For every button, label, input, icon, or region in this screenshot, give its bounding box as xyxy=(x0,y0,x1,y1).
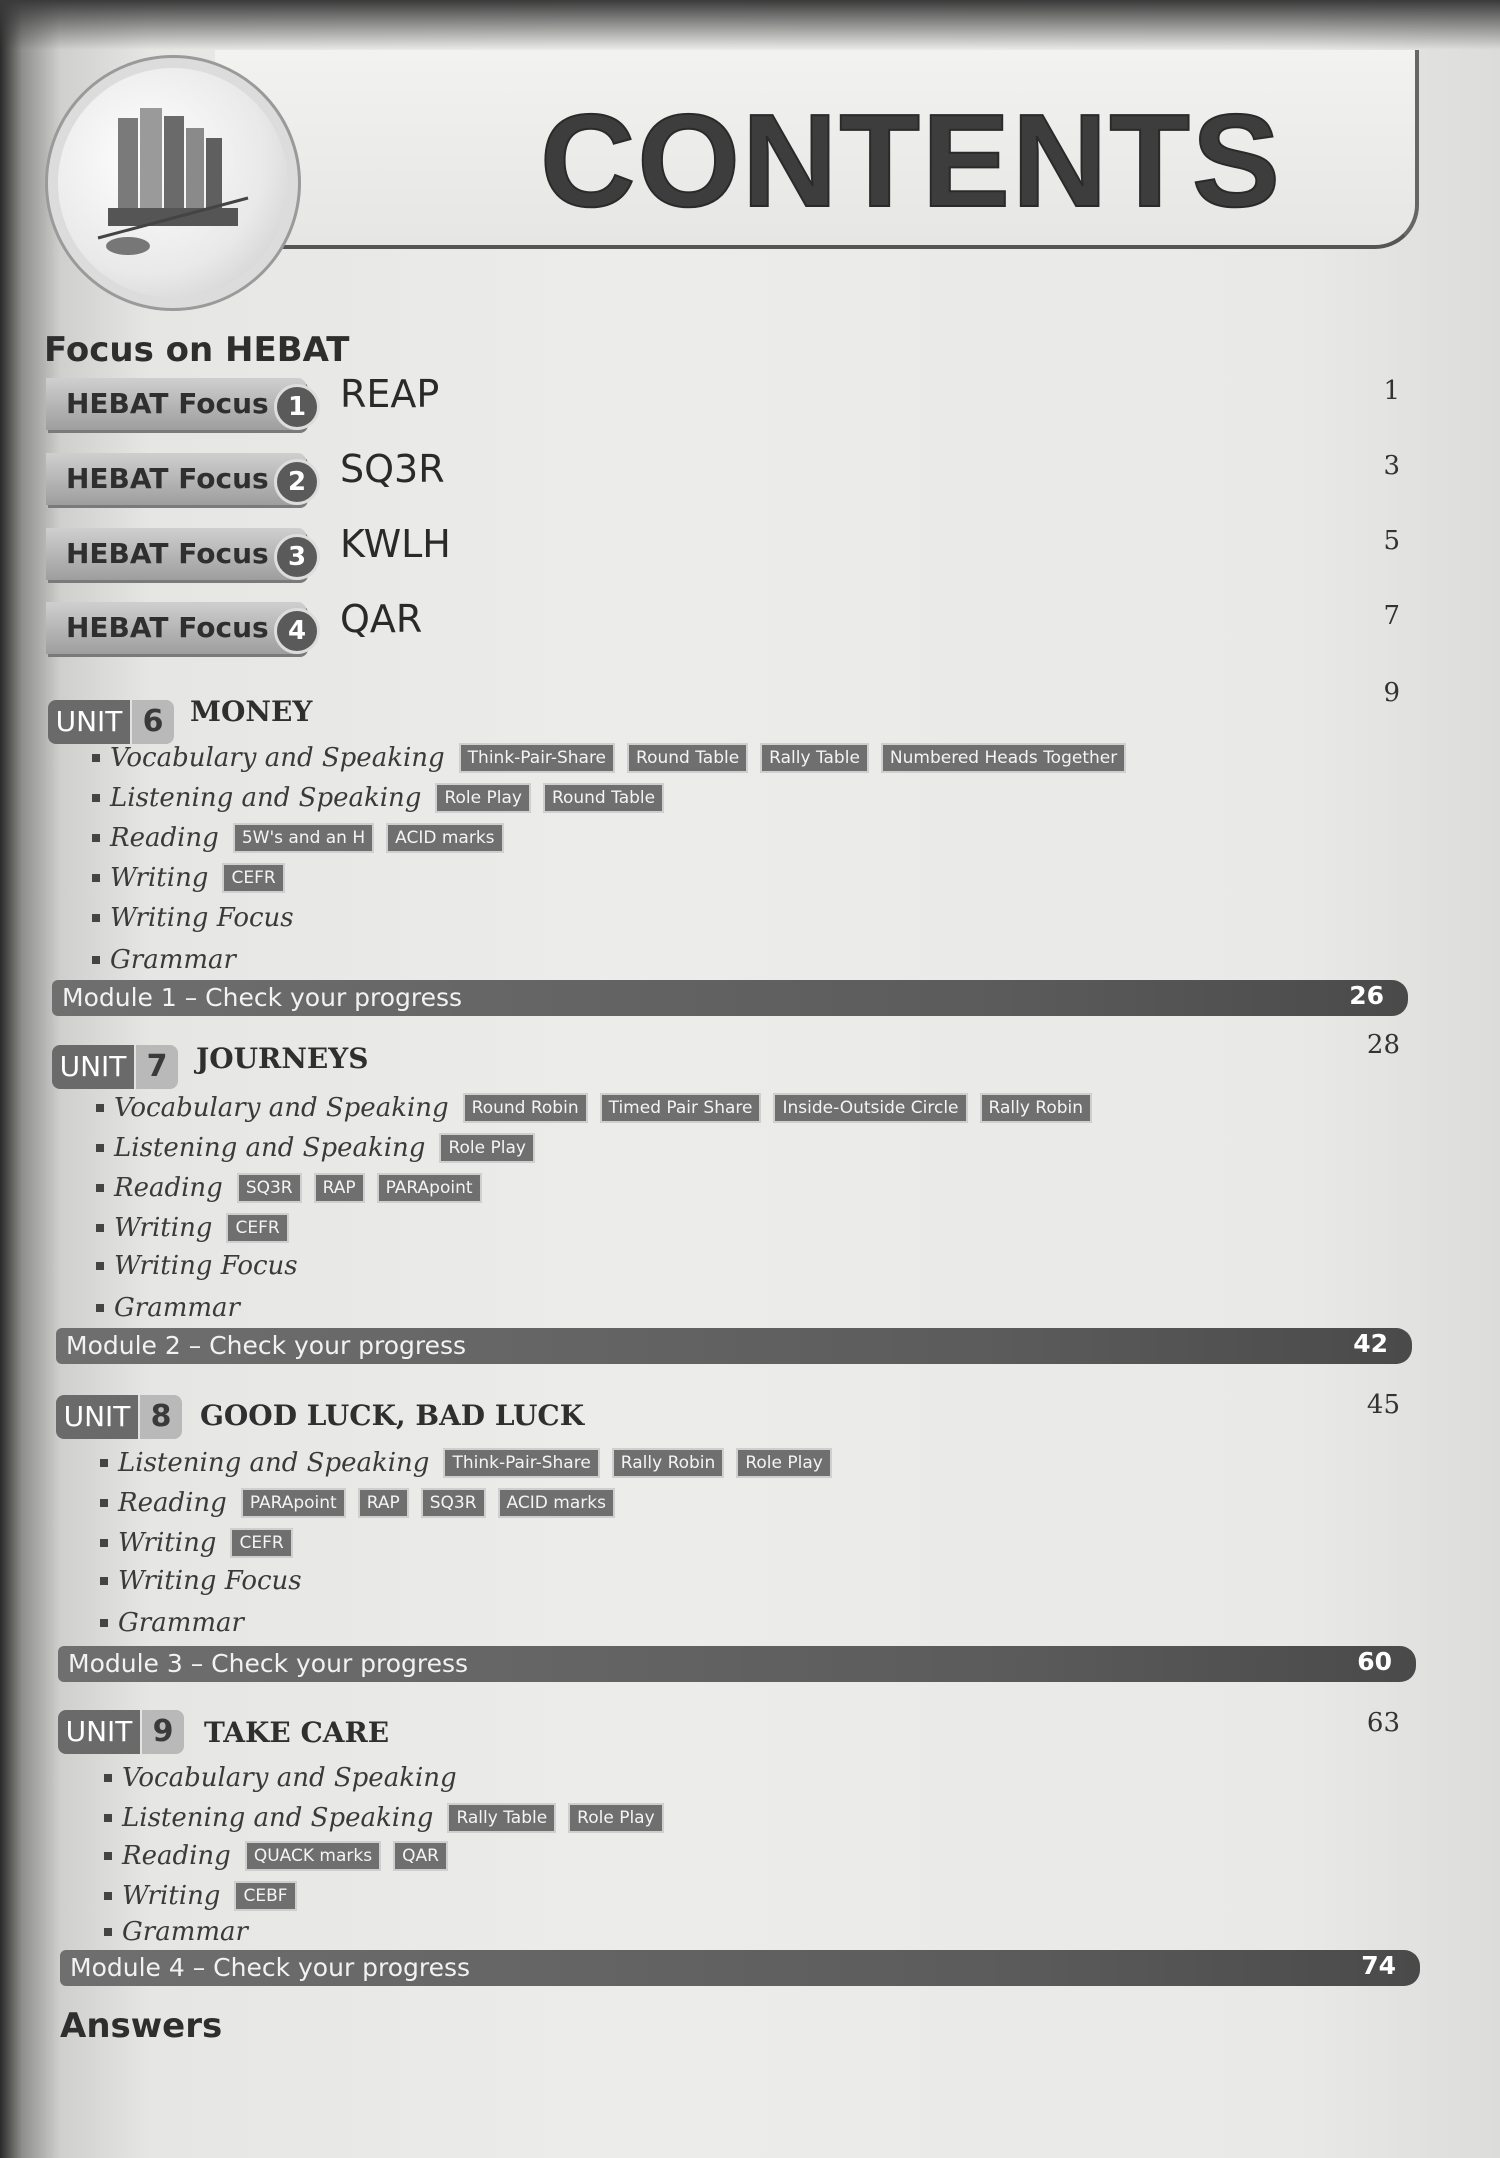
focus-number-badge: 3 xyxy=(274,534,320,580)
module-bar-1 xyxy=(52,980,1408,1016)
page-number: 7 xyxy=(1383,601,1400,631)
bullet xyxy=(96,1304,104,1312)
unit-row xyxy=(104,1914,262,1950)
module-bar-4 xyxy=(60,1950,1420,1986)
row-label: Listening and Speaking xyxy=(110,783,422,813)
unit-row xyxy=(96,1130,547,1166)
strategy-tag: RAP xyxy=(358,1488,409,1518)
page-number: 5 xyxy=(1383,526,1400,556)
unit-badge-6 xyxy=(48,700,176,744)
unit-title: TAKE CARE xyxy=(204,1716,390,1749)
focus-number-badge: 4 xyxy=(274,608,320,654)
strategy-tag: SQ3R xyxy=(421,1488,486,1518)
page-number: 3 xyxy=(1383,451,1400,481)
bullet xyxy=(96,1104,104,1112)
row-label: Reading xyxy=(122,1841,231,1871)
focus-number-badge: 2 xyxy=(274,459,320,505)
row-label: Listening and Speaking xyxy=(114,1133,426,1163)
module-label: Module 1 – Check your progress xyxy=(62,983,463,1012)
row-label: Writing xyxy=(110,863,209,893)
unit-row xyxy=(92,860,297,896)
unit-badge-9 xyxy=(58,1710,186,1754)
module-page-number: 42 xyxy=(1353,1329,1388,1358)
strategy-tag: Think-Pair-Share xyxy=(443,1448,599,1478)
strategy-tag: Role Play xyxy=(439,1133,535,1163)
unit-row xyxy=(100,1525,305,1561)
strategy-tag: CEBF xyxy=(234,1881,296,1911)
unit-row xyxy=(100,1605,258,1641)
row-label: Reading xyxy=(118,1488,227,1518)
strategy-tag: Rally Robin xyxy=(980,1093,1093,1123)
strategy-tag: Numbered Heads Together xyxy=(881,743,1126,773)
bullet xyxy=(104,1892,112,1900)
row-label: Writing Focus xyxy=(118,1566,302,1596)
page-number: 45 xyxy=(1366,1390,1400,1420)
bullet xyxy=(92,874,100,882)
unit-label: UNIT xyxy=(48,700,130,744)
unit-number: 7 xyxy=(136,1045,178,1089)
row-label: Writing Focus xyxy=(114,1251,298,1281)
unit-row xyxy=(100,1485,627,1521)
row-label: Writing xyxy=(122,1881,221,1911)
row-label: Listening and Speaking xyxy=(118,1448,430,1478)
strategy-tag: QAR xyxy=(393,1841,448,1871)
unit-row xyxy=(104,1800,676,1836)
strategy-tag: Think-Pair-Share xyxy=(459,743,615,773)
bullet xyxy=(96,1184,104,1192)
unit-row xyxy=(92,820,516,856)
unit-title: GOOD LUCK, BAD LUCK xyxy=(200,1399,585,1432)
bullet xyxy=(100,1539,108,1547)
focus-name-kwlh: KWLH xyxy=(340,522,451,566)
row-label: Writing xyxy=(118,1528,217,1558)
row-label: Grammar xyxy=(118,1608,244,1638)
page-title: CONTENTS xyxy=(540,87,1282,234)
unit-row xyxy=(92,900,308,936)
focus-tab-label: HEBAT Focus xyxy=(66,537,269,570)
strategy-tag: Rally Table xyxy=(447,1803,556,1833)
bullet xyxy=(100,1459,108,1467)
strategy-tag: PARApoint xyxy=(241,1488,346,1518)
row-label: Vocabulary and Speaking xyxy=(110,743,445,773)
strategy-tag: Role Play xyxy=(736,1448,832,1478)
focus-name-sq3r: SQ3R xyxy=(340,447,445,491)
books-emblem xyxy=(45,55,301,311)
strategy-tag: PARApoint xyxy=(377,1173,482,1203)
unit-row xyxy=(104,1760,471,1796)
strategy-tag: Timed Pair Share xyxy=(600,1093,762,1123)
unit-row xyxy=(104,1838,460,1874)
strategy-tag: SQ3R xyxy=(237,1173,302,1203)
strategy-tag: CEFR xyxy=(222,863,284,893)
unit-number: 8 xyxy=(140,1395,182,1439)
strategy-tag: RAP xyxy=(314,1173,365,1203)
strategy-tag: Inside-Outside Circle xyxy=(773,1093,967,1123)
strategy-tag: Role Play xyxy=(435,783,531,813)
page-number: 1 xyxy=(1383,376,1400,406)
focus-tab-label: HEBAT Focus xyxy=(66,611,269,644)
bullet xyxy=(92,754,100,762)
unit-row xyxy=(96,1170,494,1206)
strategy-tag: Rally Robin xyxy=(612,1448,725,1478)
focus-name-qar: QAR xyxy=(340,597,423,641)
page-number: 28 xyxy=(1366,1030,1400,1060)
focus-name-reap: REAP xyxy=(340,372,440,416)
strategy-tag: CEFR xyxy=(230,1528,292,1558)
unit-row xyxy=(96,1248,312,1284)
unit-row xyxy=(100,1445,844,1481)
row-label: Listening and Speaking xyxy=(122,1803,434,1833)
bullet xyxy=(96,1224,104,1232)
unit-number: 6 xyxy=(132,700,174,744)
strategy-tag: Round Table xyxy=(543,783,664,813)
books-icon xyxy=(88,88,258,268)
bullet xyxy=(92,794,100,802)
focus-tab-3 xyxy=(46,528,306,580)
page-number: 63 xyxy=(1366,1708,1400,1738)
focus-tab-label: HEBAT Focus xyxy=(66,462,269,495)
focus-tab-4 xyxy=(46,602,306,654)
focus-tab-2 xyxy=(46,453,306,505)
unit-badge-7 xyxy=(52,1045,180,1089)
focus-number-badge: 1 xyxy=(274,384,320,430)
strategy-tag: Role Play xyxy=(568,1803,664,1833)
module-page-number: 60 xyxy=(1357,1647,1392,1676)
bullet xyxy=(100,1499,108,1507)
bullet xyxy=(92,914,100,922)
strategy-tag: ACID marks xyxy=(386,823,503,853)
focus-tab-1 xyxy=(46,378,306,430)
strategy-tag: Round Table xyxy=(627,743,748,773)
module-label: Module 4 – Check your progress xyxy=(70,1953,471,1982)
unit-row xyxy=(92,942,250,978)
strategy-tag: QUACK marks xyxy=(245,1841,381,1871)
unit-row xyxy=(104,1878,309,1914)
unit-row xyxy=(96,1090,1104,1126)
unit-row xyxy=(100,1563,316,1599)
page-number: 9 xyxy=(1383,678,1400,708)
strategy-tag: Round Robin xyxy=(463,1093,588,1123)
unit-row xyxy=(96,1290,254,1326)
strategy-tag: CEFR xyxy=(226,1213,288,1243)
bullet xyxy=(96,1144,104,1152)
bullet xyxy=(100,1577,108,1585)
bullet xyxy=(92,956,100,964)
strategy-tag: Rally Table xyxy=(760,743,869,773)
bullet xyxy=(104,1814,112,1822)
module-bar-2 xyxy=(56,1328,1412,1364)
focus-tab-label: HEBAT Focus xyxy=(66,387,269,420)
row-label: Vocabulary and Speaking xyxy=(114,1093,449,1123)
bullet xyxy=(104,1928,112,1936)
strategy-tag: 5W's and an H xyxy=(233,823,374,853)
bullet xyxy=(104,1774,112,1782)
module-page-number: 74 xyxy=(1361,1951,1396,1980)
answers-heading: Answers xyxy=(60,2006,223,2046)
unit-row xyxy=(92,780,676,816)
row-label: Reading xyxy=(114,1173,223,1203)
row-label: Writing xyxy=(114,1213,213,1243)
unit-label: UNIT xyxy=(56,1395,138,1439)
bullet xyxy=(96,1262,104,1270)
row-label: Grammar xyxy=(122,1917,248,1947)
unit-label: UNIT xyxy=(58,1710,140,1754)
unit-label: UNIT xyxy=(52,1045,134,1089)
focus-heading: Focus on HEBAT xyxy=(44,330,350,370)
unit-title: JOURNEYS xyxy=(196,1042,369,1075)
unit-row xyxy=(92,740,1138,776)
module-label: Module 2 – Check your progress xyxy=(66,1331,467,1360)
bullet xyxy=(104,1852,112,1860)
row-label: Grammar xyxy=(114,1293,240,1323)
top-shadow xyxy=(0,0,1500,50)
unit-row xyxy=(96,1210,301,1246)
unit-number: 9 xyxy=(142,1710,184,1754)
row-label: Writing Focus xyxy=(110,903,294,933)
module-label: Module 3 – Check your progress xyxy=(68,1649,469,1678)
unit-title: MONEY xyxy=(190,695,313,728)
bullet xyxy=(100,1619,108,1627)
bullet xyxy=(92,834,100,842)
strategy-tag: ACID marks xyxy=(498,1488,615,1518)
row-label: Grammar xyxy=(110,945,236,975)
module-bar-3 xyxy=(58,1646,1416,1682)
module-page-number: 26 xyxy=(1349,981,1384,1010)
unit-badge-8 xyxy=(56,1395,184,1439)
row-label: Reading xyxy=(110,823,219,853)
row-label: Vocabulary and Speaking xyxy=(122,1763,457,1793)
